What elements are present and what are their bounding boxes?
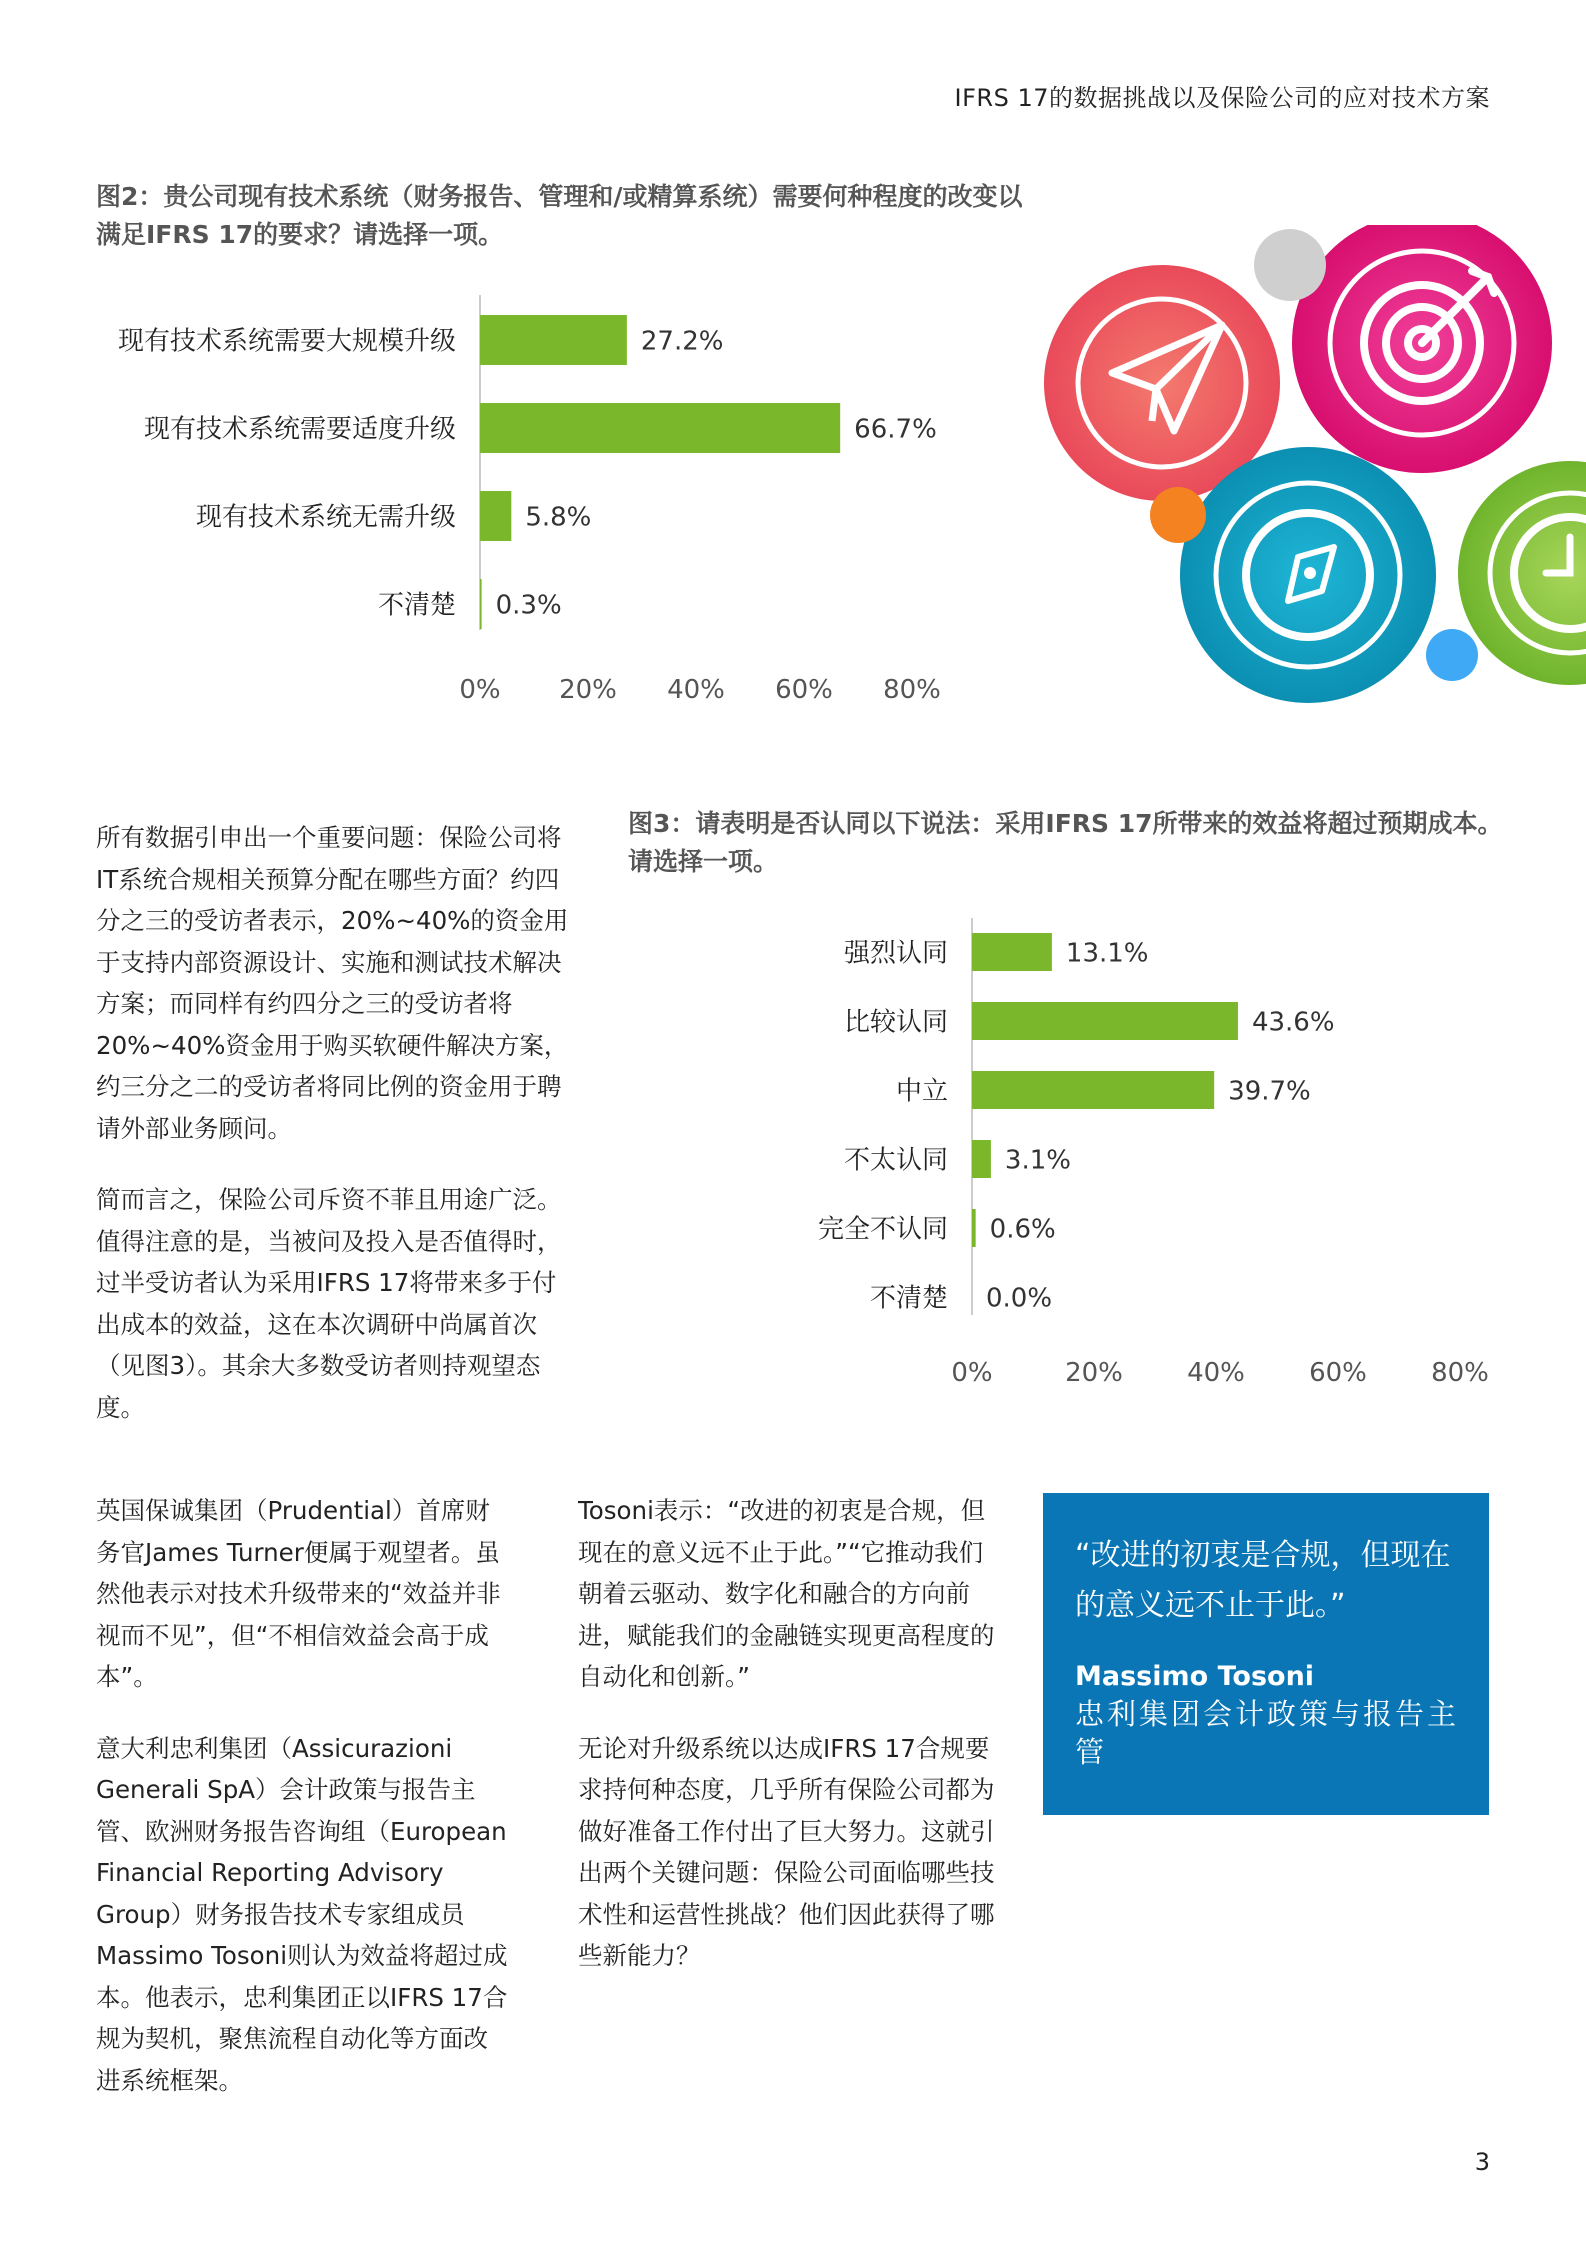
chart-value-label: 3.1% — [1004, 1145, 1071, 1176]
chart-tick-label: 20% — [1065, 1358, 1123, 1388]
text-column-3 — [578, 1490, 1003, 2007]
figure3-chart — [600, 900, 1586, 1400]
chart-category-label: 中立 — [895, 1076, 948, 1107]
quote-author-role: 忠利集团会计政策与报告主管 — [1075, 1697, 1460, 1769]
chart-value-label: 43.6% — [1251, 1007, 1335, 1038]
chart-category-label: 不太认同 — [843, 1145, 948, 1176]
paragraph: 所有数据引申出一个重要问题：保险公司将IT系统合规相关预算分配在哪些方面？约四分之三的受访者表示，20%~40%的资金用于支持内部资源设计、实施和测试技术解决方案；而同样有约四分之三的受访者将20%~40%资金用于购买软硬件解决方案，约三分之二的受访者将同比例的资金用于聘请外部业务顾问。 — [96, 823, 569, 1143]
chart-tick-label: 80% — [1431, 1358, 1489, 1388]
chart-value-label: 0.3% — [495, 590, 562, 621]
chart-value-label: 0.0% — [986, 1283, 1053, 1314]
chart-bar — [480, 491, 511, 541]
chart-tick-label: 60% — [1309, 1358, 1367, 1388]
page-number: 3 — [1474, 2148, 1490, 2176]
text-column-2 — [96, 1490, 511, 2131]
chart-value-label: 5.8% — [525, 502, 592, 533]
chart-category-label: 强烈认同 — [843, 938, 948, 969]
chart-value-label: 13.1% — [1065, 938, 1149, 969]
orange-dot — [1150, 487, 1206, 543]
figure2-chart — [0, 280, 1000, 720]
chart-value-label: 66.7% — [854, 414, 937, 445]
chart-category-label: 不清楚 — [869, 1283, 948, 1314]
paragraph: 英国保诚集团（Prudential）首席财务官James Turner便属于观望者。虽然他表示对技术升级带来的“效益并非视而不见”，但“不相信效益会高于成本”。 — [96, 1496, 501, 1691]
figure2-title: 图2：贵公司现有技术系统（财务报告、管理和/或精算系统）需要何种程度的改变以满足IFRS 17的要求？请选择一项。 — [96, 182, 1023, 249]
chart-category-label: 比较认同 — [843, 1007, 948, 1038]
chart-tick-label: 40% — [1187, 1358, 1245, 1388]
chart-tick-label: 0% — [951, 1358, 993, 1388]
text-column-1 — [96, 817, 576, 1458]
chart-value-label: 39.7% — [1228, 1076, 1311, 1107]
chart-category-label: 现有技术系统需要适度升级 — [143, 414, 456, 445]
header-title: IFRS 17的数据挑战以及保险公司的应对技术方案 — [954, 84, 1490, 112]
chart-bar — [480, 315, 627, 365]
chart-category-label: 现有技术系统需要大规模升级 — [117, 326, 456, 357]
chart-bar — [480, 403, 840, 453]
chart-tick-label: 0% — [459, 675, 501, 705]
quote-text: “改进的初衷是合规，但现在的意义远不止于此。” — [1075, 1538, 1451, 1623]
chart-tick-label: 20% — [559, 675, 617, 705]
paragraph: 简而言之，保险公司斥资不菲且用途广泛。值得注意的是，当被问及投入是否值得时，过半受访者认为采用IFRS 17将带来多于付出成本的效益，这在本次调研中尚属首次（见图3）。其余大多数受访者则持观望态度。 — [96, 1185, 562, 1422]
paragraph: 意大利忠利集团（Assicurazioni Generali SpA）会计政策与报告主管、欧洲财务报告咨询组（European Financial Reporting Advisory Group）财务报告技术专家组成员Massimo Tosoni则认为效益将超过成本。他表示，忠利集团正以IFRS 17合规为契机，聚焦流程自动化等方面改进系统框架。 — [96, 1733, 508, 2095]
chart-tick-label: 60% — [775, 675, 833, 705]
chart-bar — [972, 1071, 1214, 1109]
quote-author: Massimo Tosoni — [1075, 1661, 1315, 1692]
blue-dot — [1426, 629, 1478, 681]
chart-bar — [972, 1209, 976, 1247]
pull-quote-box — [1043, 1493, 1489, 1815]
target-icon — [1292, 225, 1552, 473]
chart-value-label: 0.6% — [989, 1214, 1056, 1245]
chart-category-label: 完全不认同 — [817, 1214, 948, 1245]
chart-tick-label: 80% — [883, 675, 941, 705]
chart-bar — [480, 579, 482, 629]
paragraph: 无论对升级系统以达成IFRS 17合规要求持何种态度，几乎所有保险公司都为做好准备工作付出了巨大努力。这就引出两个关键问题：保险公司面临哪些技术性和运营性挑战？他们因此获得了哪些新能力？ — [578, 1733, 995, 1970]
paragraph: Tosoni表示：“改进的初衷是合规，但现在的意义远不止于此。”“它推动我们朝着云驱动、数字化和融合的方向前进，赋能我们的金融链实现更高程度的自动化和创新。” — [578, 1496, 995, 1691]
chart-bar — [972, 933, 1052, 971]
chart-category-label: 现有技术系统无需升级 — [195, 502, 456, 533]
chart-value-label: 27.2% — [640, 326, 724, 357]
chart-bar — [972, 1002, 1238, 1040]
compass-icon — [1180, 447, 1436, 703]
figure3-title: 图3：请表明是否认同以下说法：采用IFRS 17所带来的效益将超过预期成本。请选择一项。 — [628, 809, 1503, 876]
decorative-icon-cluster — [1040, 225, 1586, 725]
chart-tick-label: 40% — [667, 675, 725, 705]
chart-bar — [972, 1140, 991, 1178]
grey-dot — [1254, 229, 1326, 301]
chart-category-label: 不清楚 — [377, 590, 456, 621]
